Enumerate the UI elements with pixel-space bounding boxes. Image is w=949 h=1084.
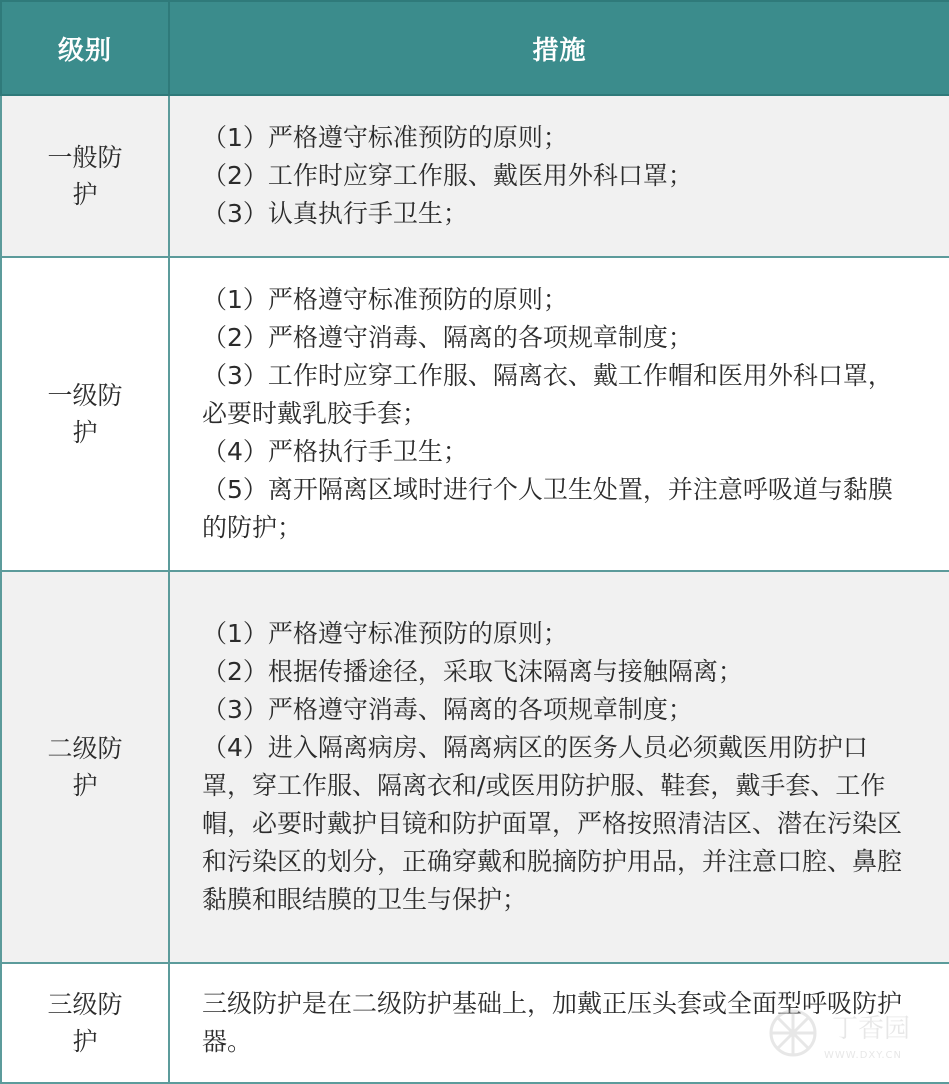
measure-line: （1）严格遵守标准预防的原则； (202, 285, 568, 314)
table-row (1, 95, 949, 257)
header-level: 级别 (1, 1, 169, 95)
measure-line: （3）认真执行手卫生； (202, 199, 468, 228)
watermark-text: 丁香园 (832, 1014, 911, 1044)
level-cell: 一般防护 (1, 95, 169, 257)
table-row (1, 257, 949, 571)
measure-line: （2）严格遵守消毒、隔离的各项规章制度； (202, 323, 693, 352)
measure-line: （1）严格遵守标准预防的原则； (202, 619, 568, 648)
measure-line: （3）工作时应穿工作服、隔离衣、戴工作帽和医用外科口罩，必要时戴乳胶手套； (202, 361, 893, 428)
measure-line: （3）严格遵守消毒、隔离的各项规章制度； (202, 695, 693, 724)
measure-line: （2）根据传播途径，采取飞沫隔离与接触隔离； (202, 657, 743, 686)
measure-line: （2）工作时应穿工作服、戴医用外科口罩； (202, 161, 693, 190)
measures-cell (169, 95, 949, 257)
measure-line: （4）进入隔离病房、隔离病区的医务人员必须戴医用防护口罩，穿工作服、隔离衣和/或医用防护服、鞋套，戴手套、工作帽，必要时戴护目镜和防护面罩，严格按照清洁区、潜在污染区和污染区的划分，正确穿戴和脱摘防护用品，并注意口腔、鼻腔黏膜和眼结膜的卫生与保护； (202, 733, 903, 914)
measure-line: （4）严格执行手卫生； (202, 437, 468, 466)
table-row (1, 571, 949, 963)
measure-line: 三级防护是在二级防护基础上，加戴正压头套或全面型呼吸防护器。 (202, 989, 903, 1056)
dxy-logo-icon (760, 1002, 826, 1064)
measures-cell (169, 571, 949, 963)
watermark-url: WWW.DXY.CN (824, 1050, 902, 1061)
measures-cell (169, 257, 949, 571)
dxy-watermark (760, 1002, 930, 1072)
header-measures: 措施 (169, 1, 949, 95)
measure-line: （5）离开隔离区域时进行个人卫生处置，并注意呼吸道与黏膜的防护； (202, 475, 893, 542)
level-cell: 三级防护 (1, 963, 169, 1083)
measure-line: （1）严格遵守标准预防的原则； (202, 123, 568, 152)
level-cell: 一级防护 (1, 257, 169, 571)
table-header-row (1, 1, 949, 95)
level-cell: 二级防护 (1, 571, 169, 963)
